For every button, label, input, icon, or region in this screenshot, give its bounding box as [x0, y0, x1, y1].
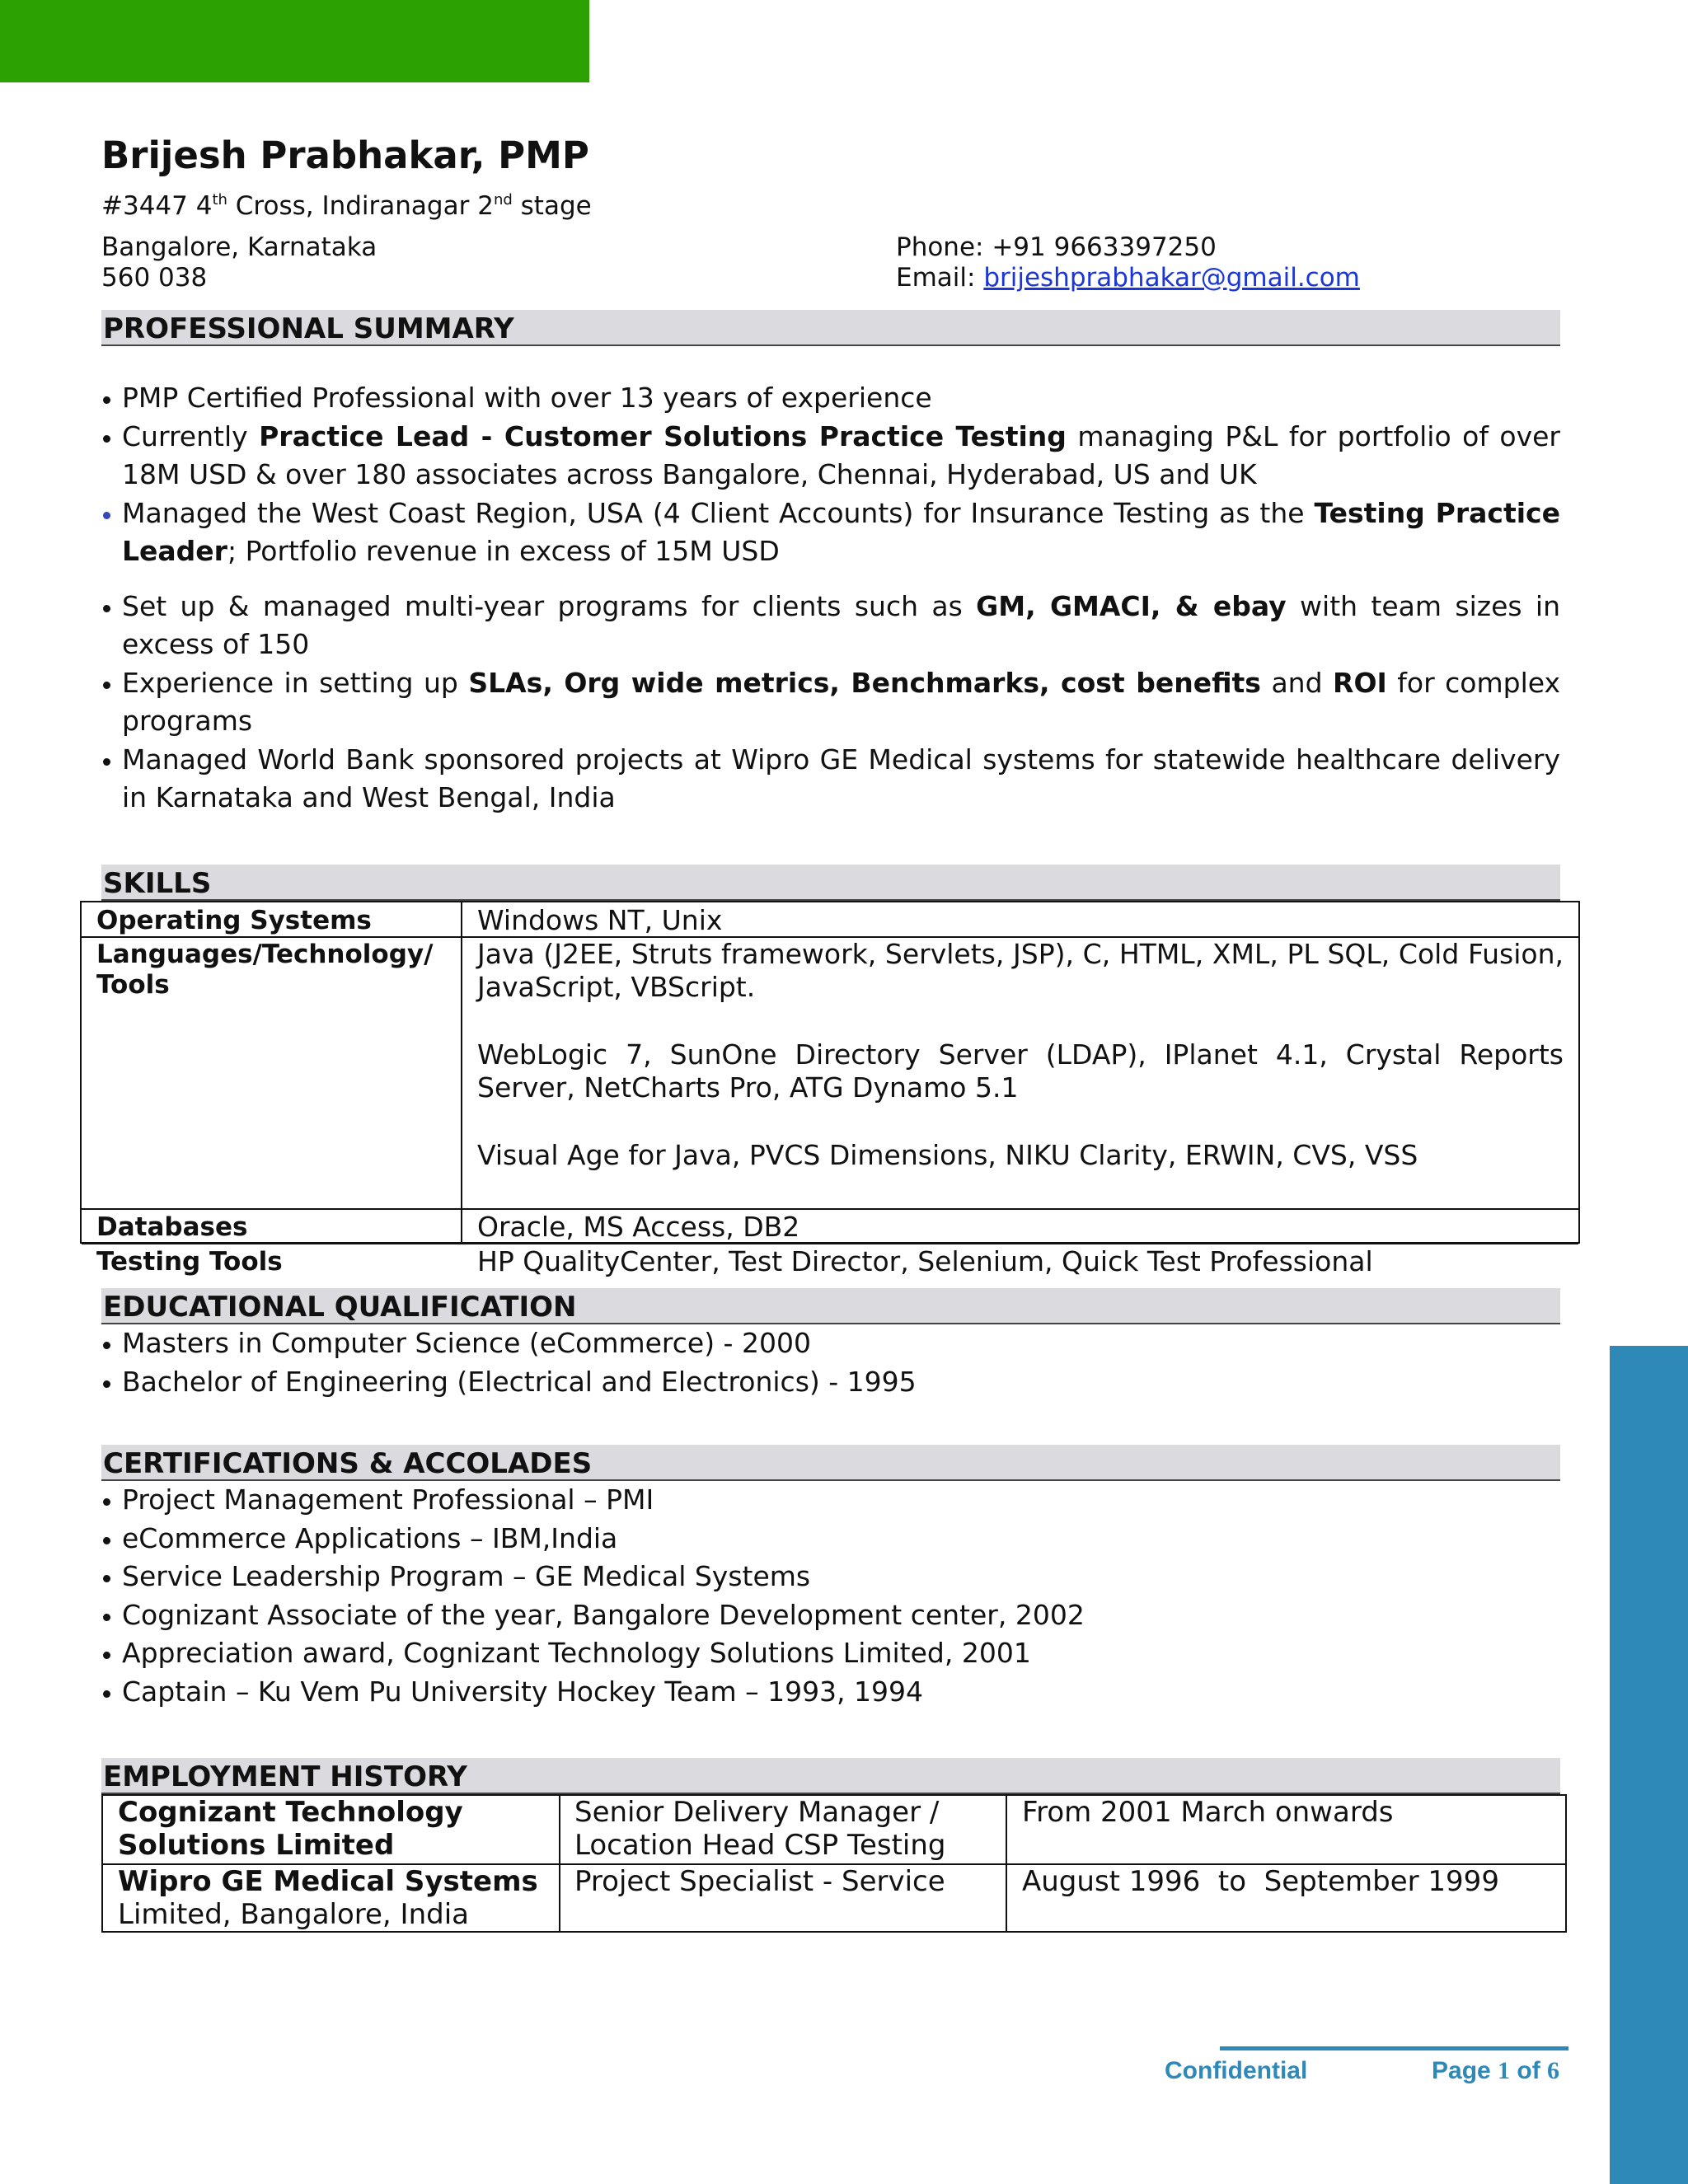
- list-item: Cognizant Associate of the year, Bangalore Development center, 2002: [101, 1596, 1560, 1635]
- employment-period: August 1996 to September 1999: [1022, 1865, 1499, 1898]
- employment-row: [103, 1865, 1565, 1933]
- skill-value: HP QualityCenter, Test Director, Selenium, Quick Test Professional: [477, 1245, 1373, 1277]
- resume-name: Brijesh Prabhakar, PMP: [101, 134, 589, 177]
- skills-row: [82, 902, 1578, 938]
- skills-row: [82, 938, 1578, 1210]
- list-item: Set up & managed multi-year programs for clients such as GM, GMACI, & ebay with team sizes in excess of 150: [101, 588, 1560, 664]
- employment-table: [101, 1794, 1567, 1933]
- section-certifications: CERTIFICATIONS & ACCOLADES: [101, 1445, 1560, 1481]
- footer-rule: [1220, 2046, 1568, 2050]
- skill-value: WebLogic 7, SunOne Directory Server (LDAP), IPlanet 4.1, Crystal Reports Server, NetCharts Pro, ATG Dynamo 5.1: [477, 1038, 1564, 1104]
- list-item: Currently Practice Lead - Customer Solutions Practice Testing managing P&L for portfolio of over 18M USD & over 180 associates across Bangalore, Chennai, Hyderabad, US and UK: [101, 418, 1560, 494]
- employment-row: [103, 1796, 1565, 1865]
- skills-row: [82, 1210, 1578, 1244]
- list-item: Managed World Bank sponsored projects at Wipro GE Medical systems for statewide healthcare delivery in Karnataka and West Bengal, India: [101, 741, 1560, 818]
- list-item: Project Management Professional – PMI: [101, 1481, 1560, 1520]
- address-city: Bangalore, Karnataka: [101, 232, 377, 262]
- certifications-list: [101, 1481, 1560, 1711]
- employer-name: Cognizant Technology Solutions Limited: [118, 1796, 463, 1862]
- skill-value: Java (J2EE, Struts framework, Servlets, JSP), C, HTML, XML, PL SQL, Cold Fusion, JavaScript, VBScript.: [477, 938, 1564, 1003]
- list-item: eCommerce Applications – IBM,India: [101, 1520, 1560, 1558]
- employment-role: Project Specialist - Service: [574, 1865, 945, 1898]
- skill-label: Testing Tools: [96, 1247, 283, 1277]
- email-line: Email: brijeshprabhakar@gmail.com: [896, 263, 1360, 293]
- list-item: Masters in Computer Science (eCommerce) - 2000: [101, 1324, 1560, 1363]
- header-green-bar: [0, 0, 589, 82]
- skill-label: Languages/Technology/ Tools: [96, 940, 434, 1000]
- section-education: EDUCATIONAL QUALIFICATION: [101, 1288, 1560, 1324]
- employment-role: Senior Delivery Manager / Location Head CSP Testing: [574, 1796, 946, 1862]
- section-skills: SKILLS: [101, 865, 1560, 901]
- list-item: Appreciation award, Cognizant Technology Solutions Limited, 2001: [101, 1634, 1560, 1673]
- skills-table: [80, 901, 1580, 1277]
- side-blue-bar: [1610, 1346, 1688, 2184]
- summary-list: [101, 379, 1560, 818]
- list-item: Experience in setting up SLAs, Org wide metrics, Benchmarks, cost benefits and ROI for complex programs: [101, 664, 1560, 741]
- skill-value: Visual Age for Java, PVCS Dimensions, NIKU Clarity, ERWIN, CVS, VSS: [477, 1139, 1418, 1171]
- list-item: Bachelor of Engineering (Electrical and Electronics) - 1995: [101, 1363, 1560, 1402]
- skill-value: Windows NT, Unix: [477, 904, 723, 936]
- list-item: Service Leadership Program – GE Medical Systems: [101, 1558, 1560, 1596]
- email-link[interactable]: brijeshprabhakar@gmail.com: [983, 263, 1360, 293]
- address-pin: 560 038: [101, 263, 208, 293]
- section-professional-summary: PROFESSIONAL SUMMARY: [101, 310, 1560, 346]
- list-item: Captain – Ku Vem Pu University Hockey Team – 1993, 1994: [101, 1673, 1560, 1712]
- employment-period: From 2001 March onwards: [1022, 1796, 1394, 1829]
- employer-name: Wipro GE Medical Systems Limited, Bangalore, India: [118, 1865, 538, 1931]
- skill-label: Databases: [96, 1212, 248, 1242]
- footer-page-number: Page 1 of 6: [1432, 2057, 1560, 2084]
- list-item: PMP Certified Professional with over 13 years of experience: [101, 379, 1560, 418]
- education-list: [101, 1324, 1560, 1401]
- phone: Phone: +91 9663397250: [896, 232, 1217, 262]
- skill-label: Operating Systems: [96, 906, 372, 935]
- skill-value: Oracle, MS Access, DB2: [477, 1211, 800, 1243]
- section-employment-history: EMPLOYMENT HISTORY: [101, 1758, 1560, 1794]
- address-line-1: #3447 4th Cross, Indiranagar 2nd stage: [101, 191, 592, 221]
- list-item: Managed the West Coast Region, USA (4 Client Accounts) for Insurance Testing as the Testing Practice Leader; Portfolio revenue in excess of 15M USD: [101, 494, 1560, 571]
- footer-confidential: Confidential: [1165, 2057, 1308, 2084]
